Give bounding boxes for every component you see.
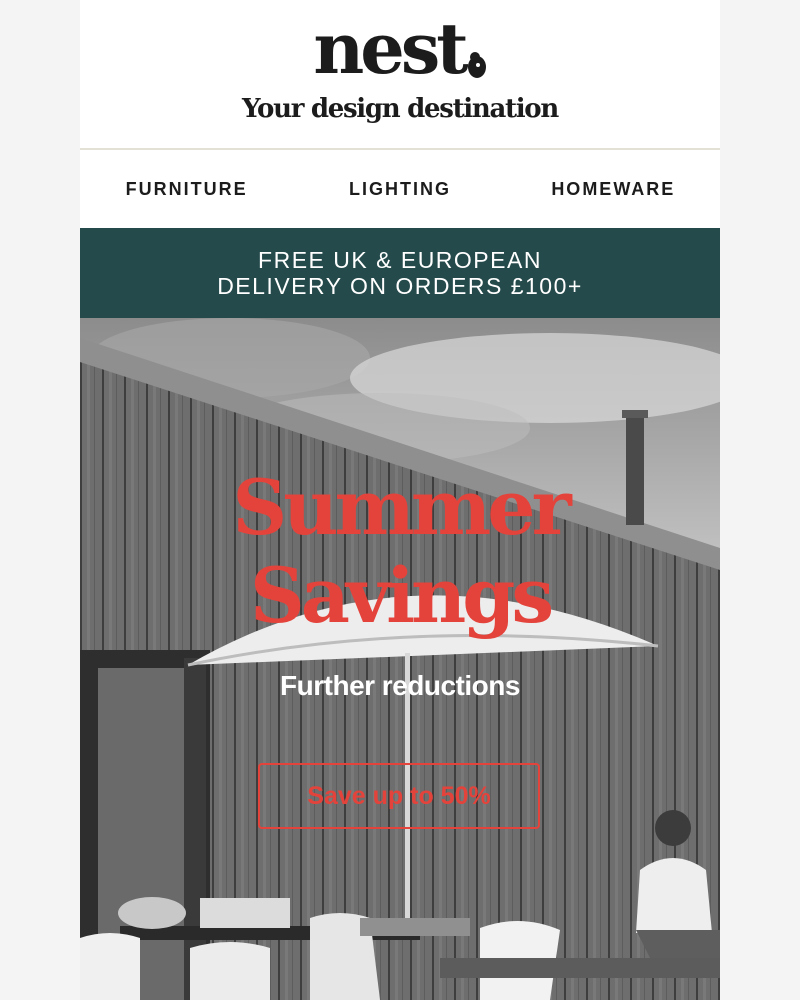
logo-link[interactable] [80, 7, 720, 90]
banner-line-2: DELIVERY ON ORDERS £100+ [217, 273, 583, 299]
nav-item-furniture[interactable]: FURNITURE [125, 178, 248, 199]
main-nav [80, 150, 720, 228]
banner-line-1: FREE UK & EUROPEAN [258, 247, 542, 273]
hero-headline-line-1: Summer [232, 463, 568, 552]
tagline: Your design destination [242, 94, 558, 124]
email-container [80, 0, 720, 1000]
hero-subline: Further reductions [280, 670, 520, 701]
hero-headline-line-2: Savings [249, 551, 551, 640]
save-up-to-50-button[interactable]: Save up to 50% [258, 763, 540, 829]
logo-text: nest [313, 7, 465, 90]
delivery-banner[interactable] [80, 228, 720, 318]
nav-item-lighting[interactable]: LIGHTING [348, 178, 451, 199]
nav-item-homeware[interactable]: HOMEWARE [551, 178, 676, 199]
bird-logo-icon [467, 48, 487, 78]
header [80, 0, 720, 148]
hero-photo [80, 318, 720, 1000]
hero-section[interactable] [80, 318, 720, 1000]
